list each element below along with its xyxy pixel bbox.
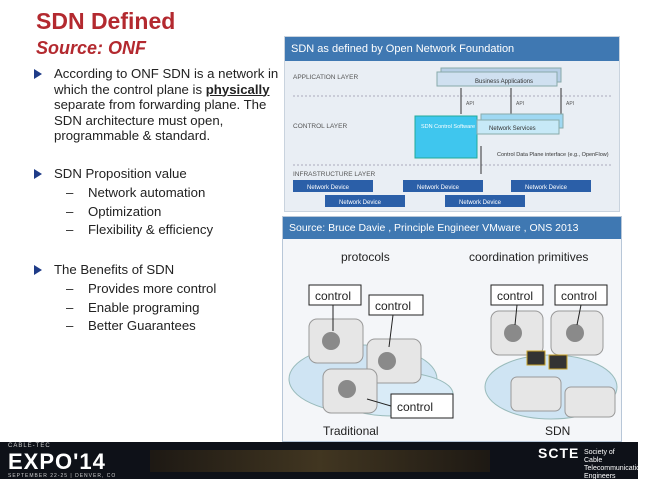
sub-list — [54, 184, 280, 240]
sub-item — [54, 299, 280, 318]
sub-item-text: Enable programing — [88, 299, 200, 315]
control-layer-label: CONTROL LAYER — [293, 123, 348, 130]
traditional-label: Traditional — [323, 424, 379, 438]
bullet-arrow-icon — [34, 265, 42, 275]
protocols-label: protocols — [341, 250, 390, 264]
figure-caption: Source: Bruce Davie , Principle Engineer VMware , ONS 2013 — [283, 217, 621, 239]
router-icon — [566, 324, 584, 342]
bullet-onf-definition — [30, 66, 280, 144]
sub-item-text: Network automation — [88, 185, 206, 200]
control-label: control — [497, 289, 534, 303]
bullet-arrow-icon — [34, 69, 42, 79]
router-icon — [322, 332, 340, 350]
control-label: control — [315, 289, 352, 303]
onf-architecture-figure — [284, 36, 620, 212]
bullet-arrow-icon — [34, 169, 42, 179]
comparison-diagram — [283, 239, 623, 443]
sub-item-text: Provides more control — [88, 281, 217, 296]
cable-tec-badge: CABLE-TEC — [8, 443, 51, 449]
control-label: control — [375, 299, 412, 313]
infrastructure-layer-label: INFRASTRUCTURE LAYER — [293, 171, 376, 178]
bullet-benefits — [30, 262, 280, 336]
network-services-label: Network Services — [489, 126, 536, 132]
bullet-text: SDN Proposition value — [54, 165, 187, 181]
bullet-text-pre: According to ONF SDN is a network in which the control plane is — [54, 66, 279, 97]
slide-subtitle: Source: ONF — [36, 38, 147, 58]
expo-wordmark: EXPO'14 — [8, 449, 106, 474]
expo-dates: SEPTEMBER 22-25 | DENVER, CO — [8, 473, 117, 479]
api-label: API — [466, 101, 475, 107]
sub-item — [54, 221, 280, 240]
chip-icon — [549, 355, 567, 369]
network-device-label: Network Device — [307, 185, 350, 191]
sdn-label: SDN — [545, 424, 571, 438]
figure-caption: SDN as defined by Open Network Foundation — [285, 37, 619, 61]
router-icon — [504, 324, 522, 342]
control-label: control — [397, 400, 434, 414]
network-device-label: Network Device — [525, 185, 568, 191]
sub-item — [54, 203, 280, 222]
api-label: API — [516, 101, 525, 107]
router-icon — [338, 380, 356, 398]
dash-marker: – — [66, 299, 74, 315]
bullet-list — [30, 66, 280, 358]
footer-decoration — [150, 450, 490, 472]
bullet-text: The Benefits of SDN — [54, 261, 175, 277]
scte-tagline: Society of Cable Telecommunications Engineers — [584, 449, 647, 480]
bullet-text-post: separate from forwarding plane. The SDN architecture must open, programmable & standard. — [54, 97, 267, 143]
control-label: control — [561, 289, 598, 303]
switch-box — [565, 387, 615, 417]
scte-logo — [538, 445, 647, 480]
switch-box — [511, 377, 561, 411]
sub-item-text: Optimization — [88, 203, 162, 219]
scte-wordmark: SCTE — [538, 445, 580, 461]
expo-logo — [8, 443, 117, 479]
chip-icon — [527, 351, 545, 365]
dash-marker: – — [66, 222, 74, 237]
sdn-control-software-label: SDN Control Software — [421, 124, 476, 130]
sub-item-text: Better Guarantees — [88, 318, 196, 333]
traditional-vs-sdn-figure — [282, 216, 622, 442]
dash-marker: – — [66, 281, 74, 296]
bullet-proposition-value — [30, 166, 280, 240]
bullet-text-emphasis: physically — [205, 81, 270, 97]
sub-item-text: Flexibility & efficiency — [88, 222, 214, 237]
sub-item — [54, 184, 280, 203]
slide-title: SDN Defined — [36, 8, 176, 34]
sub-item — [54, 317, 280, 336]
dash-marker: – — [66, 185, 74, 200]
api-label: API — [566, 101, 575, 107]
network-device-label: Network Device — [459, 200, 502, 206]
sdn-control-box — [415, 116, 477, 158]
sub-list — [54, 280, 280, 336]
control-interface-label: Control Data Plane interface (e.g., OpenFlow) — [497, 152, 609, 158]
dash-marker: – — [66, 318, 74, 333]
network-device-label: Network Device — [339, 200, 382, 206]
coordination-label: coordination primitives — [469, 250, 589, 264]
dash-marker: – — [66, 203, 74, 219]
business-apps-label: Business Applications — [475, 79, 534, 85]
sub-item — [54, 280, 280, 299]
application-layer-label: APPLICATION LAYER — [293, 74, 359, 81]
router-icon — [378, 352, 396, 370]
architecture-diagram — [285, 62, 621, 212]
network-device-label: Network Device — [417, 185, 460, 191]
